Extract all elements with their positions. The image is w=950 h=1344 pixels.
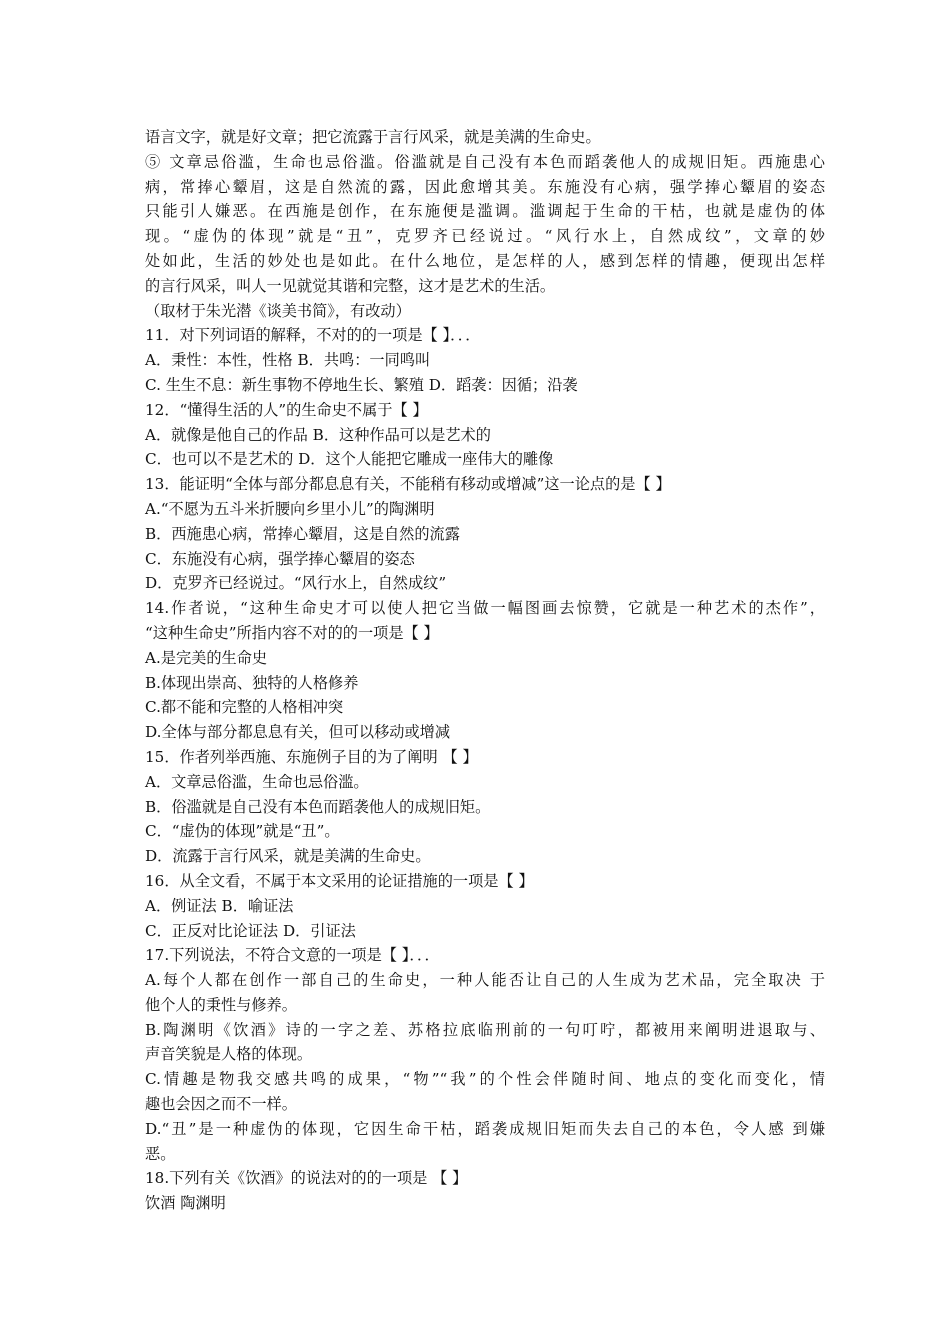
question-15-option: C．“虚伪的体现”就是“丑”。 <box>145 822 340 841</box>
question-11-stem: 11．对下列词语的解释，不对的的一项是【 】．．． <box>145 326 481 345</box>
question-15-option: D．流露于言行风采，就是美满的生命史。 <box>145 847 431 866</box>
question-11-option: C. 生生不息：新生事物不停地生长、繁殖 D．蹈袭：因循；沿袭 <box>145 375 578 394</box>
question-14-option: B.体现出崇高、独特的人格修养 <box>145 673 359 692</box>
question-11-option: A．秉性：本性，性格 B．共鸣：一同鸣叫 <box>145 351 431 370</box>
question-13-option: C．东施没有心病，强学捧心颦眉的姿态 <box>145 549 415 568</box>
question-15-option: A．文章忌俗滥，生命也忌俗滥。 <box>145 772 369 791</box>
question-12-option: A．就像是他自己的作品 B．这种作品可以是艺术的 <box>145 425 491 444</box>
question-17-option: 恶。 <box>145 1144 176 1163</box>
question-17-stem: 17.下列说法，不符合文意的一项是【 】．．． <box>145 946 440 965</box>
question-15-stem: 15．作者列举西施、东施例子目的为了阐明 【 】 <box>145 747 478 766</box>
question-17-option: B.陶渊明《饮酒》诗的一字之差、苏格拉底临刑前的一句叮咛，都被用来阐明进退取与、 <box>145 1020 825 1039</box>
question-16-option: C．正反对比论证法 D．引证法 <box>145 921 356 940</box>
question-15-option: B．俗滥就是自己没有本色而蹈袭他人的成规旧矩。 <box>145 797 491 816</box>
passage-line: 语言文字，就是好文章；把它流露于言行风采，就是美满的生命史。 <box>145 128 601 146</box>
passage-line: 病，常捧心颦眉，这是自然流的露，因此愈增其美。东施没有心病，强学捧心颦眉的姿态 <box>145 177 825 196</box>
passage-line: 只能引人嫌恶。在西施是创作，在东施便是滥调。滥调起于生命的干枯，也就是虚伪的体 <box>145 202 825 221</box>
question-17-option: 他个人的秉性与修养。 <box>145 995 297 1014</box>
question-13-stem: 13．能证明“全体与部分都息息有关，不能稍有移动或增减”这一论点的是【 】 <box>145 475 671 494</box>
question-13-option: B．西施患心病，常捧心颦眉，这是自然的流露 <box>145 524 460 543</box>
question-13-option: D．克罗齐已经说过。“风行水上，自然成纹” <box>145 574 447 593</box>
poem-title: 饮酒 陶渊明 <box>145 1194 226 1213</box>
question-14-stem: “这种生命史”所指内容不对的的一项是【 】 <box>145 623 439 642</box>
question-14-option: D.全体与部分都息息有关，但可以移动或增减 <box>145 723 451 742</box>
question-13-option: A.“不愿为五斗米折腰向乡里小儿”的陶渊明 <box>145 499 435 518</box>
question-16-stem: 16．从全文看，不属于本文采用的论证措施的一项是【 】 <box>145 871 534 890</box>
question-14-option: A.是完美的生命史 <box>145 648 268 667</box>
passage-line: 处如此，生活的妙处也是如此。在什么地位，是怎样的人，感到怎样的情趣，便现出怎样 <box>145 251 825 270</box>
source-citation: （取材于朱光潜《谈美书简》，有改动） <box>145 301 411 320</box>
passage-line: ⑤ 文章忌俗滥，生命也忌俗滥。俗滥就是自己没有本色而蹈袭他人的成规旧矩。西施患心 <box>145 152 825 171</box>
question-17-option: 声音笑貌是人格的体现。 <box>145 1045 313 1064</box>
passage-line: 的言行风采，叫人一见就觉其谐和完整，这才是艺术的生活。 <box>145 276 556 295</box>
question-14-stem: 14.作者说，“这种生命史才可以使人把它当做一幅图画去惊赞，它就是一种艺术的杰作”， <box>145 599 825 618</box>
question-14-option: C.都不能和完整的人格相冲突 <box>145 698 344 717</box>
question-12-option: C．也可以不是艺术的 D．这个人能把它雕成一座伟大的雕像 <box>145 450 554 469</box>
question-17-option: D.“丑”是一种虚伪的体现，它因生命干枯，蹈袭成规旧矩而失去自己的本色，令人感 到嫌 <box>145 1119 825 1138</box>
document-page <box>145 125 825 1216</box>
passage-line: 现。“虚伪的体现”就是“丑”，克罗齐已经说过。“风行水上，自然成纹”，文章的妙 <box>145 227 825 246</box>
question-17-option: 趣也会因之而不一样。 <box>145 1095 297 1114</box>
question-17-option: C.情趣是物我交感共鸣的成果，“物”“我”的个性会伴随时间、地点的变化而变化，情 <box>145 1070 825 1089</box>
question-18-stem: 18.下列有关《饮酒》的说法对的的一项是 【 】 <box>145 1169 468 1188</box>
question-17-option: A.每个人都在创作一部自己的生命史，一种人能否让自己的人生成为艺术品，完全取决 于 <box>145 971 825 990</box>
question-16-option: A．例证法 B．喻证法 <box>145 896 294 915</box>
question-12-stem: 12．“懂得生活的人”的生命史不属于【 】 <box>145 400 428 419</box>
